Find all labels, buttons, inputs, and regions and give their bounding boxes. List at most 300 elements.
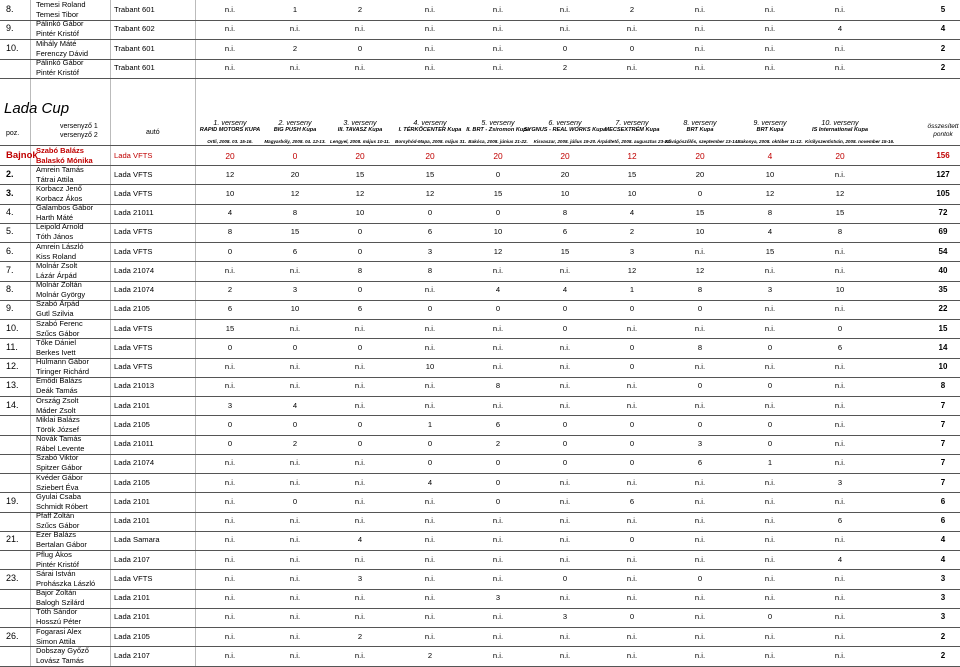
car-cell: Lada 2105	[114, 304, 150, 314]
race-points-cell: 2	[562, 63, 568, 73]
race-points-cell: 10	[835, 285, 845, 295]
race-points-cell: n.i.	[559, 554, 571, 564]
race-points-cell: 0	[629, 439, 635, 449]
race-points-cell: n.i.	[834, 573, 846, 583]
driver-1-name: Novák Tamás	[36, 434, 82, 444]
race-points-cell: 0	[562, 304, 568, 314]
race-points-cell: 12	[225, 169, 235, 179]
race-points-cell: 0	[357, 43, 363, 53]
table-row	[0, 608, 960, 627]
race-points-cell: 2	[629, 4, 635, 14]
total-points-cell: 127	[936, 169, 950, 179]
table-row	[0, 435, 960, 454]
race-points-cell: n.i.	[834, 63, 846, 73]
race-points-cell: n.i.	[834, 496, 846, 506]
position-cell: 9.	[6, 303, 14, 314]
driver-names	[36, 58, 84, 78]
race-points-cell: 1	[629, 285, 635, 295]
race-points-cell: n.i.	[289, 381, 301, 391]
race-points-cell: n.i.	[224, 265, 236, 275]
race-points-cell: n.i.	[354, 381, 366, 391]
race-points-cell: n.i.	[424, 4, 436, 14]
driver-1-name: Ezer Balázs	[36, 530, 77, 540]
race-points-cell: 1	[767, 458, 773, 468]
race-points-cell: 0	[357, 342, 363, 352]
race-points-cell: n.i.	[354, 612, 366, 622]
race-number: 6. verseny	[548, 118, 582, 127]
table-row	[0, 204, 960, 223]
race-name: BRT Kupa	[686, 127, 714, 133]
race-points-cell: n.i.	[834, 593, 846, 603]
driver-2-name: Tóth János	[36, 232, 74, 242]
driver-1-name: Tőke Dániel	[36, 337, 77, 347]
race-points-cell: n.i.	[834, 265, 846, 275]
race-points-cell: n.i.	[694, 516, 706, 526]
driver-names	[36, 19, 84, 39]
table-row	[0, 59, 960, 79]
race-points-cell: 15	[493, 188, 503, 198]
race-points-cell: 4	[227, 208, 233, 218]
position-cell: 8.	[6, 3, 14, 14]
race-venue: Bakonya, 2008. október 11-12.	[737, 139, 803, 144]
race-points-cell: 4	[837, 554, 843, 564]
race-points-cell: 20	[695, 150, 705, 161]
race-points-cell: n.i.	[289, 323, 301, 333]
race-points-cell: 8	[357, 265, 363, 275]
total-points-cell: 3	[940, 573, 946, 583]
race-points-cell: n.i.	[764, 323, 776, 333]
race-points-cell: 3	[837, 477, 843, 487]
driver-2-name: Kiss Roland	[36, 251, 77, 261]
race-points-cell: 2	[357, 4, 363, 14]
position-cell: 6.	[6, 245, 14, 256]
race-points-cell: 0	[427, 439, 433, 449]
position-cell: 3.	[6, 187, 14, 198]
race-points-cell: 10	[627, 188, 637, 198]
race-points-cell: n.i.	[424, 593, 436, 603]
race-points-cell: n.i.	[764, 63, 776, 73]
race-points-cell: 6	[837, 516, 843, 526]
race-points-cell: 10	[560, 188, 570, 198]
driver-1-name: Gyulai Csaba	[36, 491, 82, 501]
race-venue: Kővágószőlős, szeptember 13-14.	[665, 139, 739, 144]
race-points-cell: 0	[495, 208, 501, 218]
race-points-cell: n.i.	[694, 246, 706, 256]
driver-1-name: Dobszay Győző	[36, 645, 89, 655]
race-points-cell: n.i.	[224, 535, 236, 545]
race-points-cell: 0	[495, 304, 501, 314]
race-points-cell: 6	[562, 227, 568, 237]
race-points-cell: n.i.	[626, 381, 638, 391]
position-cell: 5.	[6, 226, 14, 237]
race-points-cell: 2	[292, 43, 298, 53]
race-points-cell: 8	[767, 208, 773, 218]
race-points-cell: n.i.	[289, 593, 301, 603]
race-number: 5. verseny	[481, 118, 515, 127]
driver-names	[36, 222, 84, 242]
race-points-cell: n.i.	[764, 535, 776, 545]
driver-names	[36, 569, 95, 589]
race-points-cell: n.i.	[764, 362, 776, 372]
total-points-cell: 6	[940, 496, 946, 506]
race-points-cell: n.i.	[694, 4, 706, 14]
race-points-cell: 0	[767, 612, 773, 622]
race-points-cell: 0	[292, 342, 298, 352]
race-points-cell: 0	[357, 227, 363, 237]
race-points-cell: 6	[227, 304, 233, 314]
driver-names	[36, 165, 84, 185]
race-points-cell: n.i.	[834, 169, 846, 179]
race-points-cell: n.i.	[354, 477, 366, 487]
driver-names	[36, 627, 81, 647]
table-row	[0, 396, 960, 415]
driver-1-name: Leipold Arnold	[36, 222, 84, 232]
car-cell: Lada 2101	[114, 593, 150, 603]
race-points-cell: n.i.	[492, 631, 504, 641]
total-points-cell: 7	[940, 419, 946, 429]
race-points-cell: n.i.	[694, 477, 706, 487]
race-points-cell: n.i.	[626, 400, 638, 410]
race-points-cell: n.i.	[424, 24, 436, 34]
table-row	[0, 20, 960, 40]
car-cell: Lada VFTS	[114, 573, 153, 583]
table-row	[0, 223, 960, 242]
total-points-cell: 3	[940, 612, 946, 622]
table-row	[0, 627, 960, 646]
total-points-cell: 2	[940, 650, 946, 660]
race-points-cell: 0	[427, 208, 433, 218]
race-points-cell: 4	[562, 285, 568, 295]
race-points-cell: n.i.	[224, 650, 236, 660]
race-points-cell: n.i.	[289, 650, 301, 660]
race-points-cell: n.i.	[694, 535, 706, 545]
driver-names	[36, 396, 79, 416]
table-row	[0, 550, 960, 569]
race-points-cell: 20	[225, 150, 235, 161]
table-row	[0, 492, 960, 511]
race-points-cell: n.i.	[424, 63, 436, 73]
position-cell: Bajnok	[6, 149, 38, 161]
race-points-cell: n.i.	[764, 4, 776, 14]
race-venue: Ortli, 2008. 03. 15-16.	[207, 139, 253, 144]
race-points-cell: 10	[695, 227, 705, 237]
race-points-cell: 6	[357, 304, 363, 314]
car-cell: Lada 2101	[114, 612, 150, 622]
race-points-cell: n.i.	[694, 554, 706, 564]
driver-1-name: Szabó Ferenc	[36, 318, 83, 328]
race-points-cell: 20	[355, 150, 365, 161]
driver-2-name: Schmidt Róbert	[36, 501, 88, 511]
driver-2-name: Rábel Levente	[36, 444, 85, 454]
race-points-cell: 4	[495, 285, 501, 295]
race-points-cell: n.i.	[354, 554, 366, 564]
car-cell: Trabant 601	[114, 43, 155, 53]
total-points-cell: 156	[936, 150, 950, 160]
total-points-cell: 22	[938, 304, 948, 314]
race-points-cell: n.i.	[289, 362, 301, 372]
table-row	[0, 473, 960, 492]
driver-2-name: Balaskó Mónika	[36, 155, 93, 165]
race-points-cell: n.i.	[626, 573, 638, 583]
race-venue: Borsyhód-Mapa, 2008. május 31.	[395, 139, 466, 144]
race-number: 1. verseny	[213, 118, 247, 127]
driver-1-name: Molnár Zoltán	[36, 280, 82, 290]
position-cell: 13.	[6, 380, 19, 391]
race-points-cell: n.i.	[289, 265, 301, 275]
race-number: 7. verseny	[615, 118, 649, 127]
driver-1-name: Pflug Ákos	[36, 549, 72, 559]
race-points-cell: 0	[697, 381, 703, 391]
race-points-cell: n.i.	[224, 631, 236, 641]
driver-names	[36, 646, 89, 666]
table-row	[0, 338, 960, 357]
race-points-cell: 0	[629, 43, 635, 53]
race-points-cell: 0	[427, 304, 433, 314]
race-points-cell: 0	[629, 304, 635, 314]
race-points-cell: n.i.	[224, 362, 236, 372]
race-points-cell: 12	[493, 246, 503, 256]
race-points-cell: n.i.	[424, 612, 436, 622]
race-points-cell: n.i.	[694, 323, 706, 333]
race-points-cell: n.i.	[354, 362, 366, 372]
race-points-cell: n.i.	[224, 573, 236, 583]
total-points-cell: 4	[940, 24, 946, 34]
car-cell: Lada Samara	[114, 535, 160, 545]
race-points-cell: 10	[493, 227, 503, 237]
race-points-cell: 3	[227, 400, 233, 410]
driver-2-name: Szűcs Gábor	[36, 328, 80, 338]
driver-2-name: Ferenczy Dávid	[36, 48, 89, 58]
race-points-cell: 3	[697, 439, 703, 449]
race-points-cell: n.i.	[626, 554, 638, 564]
driver-2-name: Török József	[36, 424, 79, 434]
race-points-cell: 0	[227, 342, 233, 352]
race-points-cell: 4	[629, 208, 635, 218]
race-points-cell: n.i.	[289, 63, 301, 73]
race-points-cell: 0	[357, 439, 363, 449]
race-points-cell: 10	[355, 208, 365, 218]
race-points-cell: n.i.	[764, 265, 776, 275]
race-points-cell: 12	[765, 188, 775, 198]
car-cell: Lada 2105	[114, 419, 150, 429]
race-venue: Lengyel, 2008. május 10-11.	[330, 139, 390, 144]
total-points-cell: 105	[936, 188, 950, 198]
driver-1-name: Fogarasi Alex	[36, 626, 82, 636]
driver-names	[36, 280, 85, 300]
race-points-cell: n.i.	[289, 573, 301, 583]
race-points-cell: 0	[357, 285, 363, 295]
race-points-cell: 0	[767, 439, 773, 449]
race-points-cell: 0	[697, 188, 703, 198]
table-row	[0, 242, 960, 261]
race-points-cell: n.i.	[626, 323, 638, 333]
driver-1-name: Amrein Tamás	[36, 164, 84, 174]
race-points-cell: n.i.	[559, 516, 571, 526]
driver-2-name: Pintér Kristóf	[36, 559, 79, 569]
driver-names	[36, 453, 82, 473]
race-points-cell: n.i.	[224, 516, 236, 526]
race-name: SYGNUS - REAL WORKS Kupa	[523, 127, 607, 133]
race-points-cell: 3	[767, 285, 773, 295]
driver-names	[36, 39, 88, 59]
race-points-cell: 12	[695, 265, 705, 275]
table-row	[0, 261, 960, 280]
race-points-cell: n.i.	[492, 265, 504, 275]
race-points-cell: n.i.	[492, 516, 504, 526]
total-points-cell: 4	[940, 535, 946, 545]
car-cell: Trabant 601	[114, 63, 155, 73]
driver-1-name: Tóth Sándor	[36, 607, 78, 617]
race-points-cell: 20	[493, 150, 503, 161]
race-points-cell: 0	[562, 573, 568, 583]
driver-2-name: Tiringer Richárd	[36, 367, 90, 377]
race-points-cell: n.i.	[289, 612, 301, 622]
position-cell: 10.	[6, 322, 19, 333]
race-points-cell: n.i.	[289, 535, 301, 545]
race-points-cell: n.i.	[764, 477, 776, 487]
car-cell: Lada 2107	[114, 554, 150, 564]
car-cell: Lada VFTS	[114, 227, 153, 237]
race-points-cell: 8	[562, 208, 568, 218]
race-points-cell: 0	[837, 323, 843, 333]
race-name: RAPID MOTORS KUPA	[199, 127, 261, 133]
race-points-cell: 15	[425, 169, 435, 179]
race-points-cell: n.i.	[424, 381, 436, 391]
driver-names	[36, 492, 88, 512]
race-points-cell: n.i.	[626, 593, 638, 603]
race-points-cell: 4	[767, 150, 773, 161]
total-points-cell: 35	[938, 285, 948, 295]
driver-1-name: Szabó Viktor	[36, 453, 79, 463]
total-points-cell: 10	[938, 362, 948, 372]
driver-2-name: Harth Máté	[36, 213, 74, 223]
race-points-cell: n.i.	[559, 477, 571, 487]
race-points-cell: 2	[427, 650, 433, 660]
race-points-cell: n.i.	[764, 593, 776, 603]
race-points-cell: n.i.	[694, 650, 706, 660]
race-points-cell: 0	[697, 573, 703, 583]
race-points-cell: 0	[562, 419, 568, 429]
driver-names	[36, 146, 93, 166]
race-points-cell: n.i.	[492, 43, 504, 53]
position-cell: 8.	[6, 284, 14, 295]
total-points-cell: 3	[940, 593, 946, 603]
race-points-cell: 10	[290, 304, 300, 314]
driver-2-name: Lovász Tamás	[36, 655, 84, 665]
row-divider	[0, 666, 960, 667]
race-points-cell: n.i.	[424, 631, 436, 641]
driver-1-name: Bajor Zoltán	[36, 588, 77, 598]
race-points-cell: n.i.	[289, 477, 301, 487]
table-row	[0, 146, 960, 165]
driver-2-name: Hosszú Péter	[36, 617, 82, 627]
race-points-cell: n.i.	[224, 458, 236, 468]
column-header-total-sub: pontok	[933, 131, 953, 138]
position-cell: 21.	[6, 534, 19, 545]
race-points-cell: 2	[629, 227, 635, 237]
driver-2-name: Korbacz Ákos	[36, 193, 83, 203]
race-points-cell: 3	[357, 573, 363, 583]
race-points-cell: n.i.	[424, 285, 436, 295]
race-points-cell: 15	[835, 208, 845, 218]
car-cell: Lada 2105	[114, 631, 150, 641]
car-cell: Lada 21074	[114, 285, 155, 295]
race-number: 9. verseny	[753, 118, 787, 127]
race-points-cell: n.i.	[289, 24, 301, 34]
race-points-cell: n.i.	[834, 650, 846, 660]
total-points-cell: 2	[940, 63, 946, 73]
position-cell: 7.	[6, 264, 14, 275]
race-name: IS International Kupa	[812, 127, 868, 133]
race-points-cell: 8	[227, 227, 233, 237]
total-points-cell: 2	[940, 43, 946, 53]
car-cell: Lada VFTS	[114, 362, 153, 372]
race-points-cell: 12	[627, 150, 637, 161]
position-cell: 14.	[6, 399, 19, 410]
race-points-cell: n.i.	[694, 43, 706, 53]
car-cell: Lada VFTS	[114, 150, 153, 160]
race-number: 2. verseny	[278, 118, 312, 127]
race-points-cell: n.i.	[492, 573, 504, 583]
driver-2-name: Gutl Szilvia	[36, 309, 74, 319]
table-row	[0, 358, 960, 377]
driver-1-name: Pálinkó Gábor	[36, 19, 84, 29]
race-points-cell: n.i.	[764, 516, 776, 526]
total-points-cell: 40	[938, 265, 948, 275]
driver-names	[36, 203, 93, 223]
race-points-cell: 15	[560, 246, 570, 256]
race-points-cell: 3	[629, 246, 635, 256]
race-points-cell: n.i.	[834, 304, 846, 314]
driver-names	[36, 0, 86, 20]
race-points-cell: n.i.	[424, 554, 436, 564]
driver-1-name: Szabó Árpád	[36, 299, 80, 309]
race-points-cell: n.i.	[492, 342, 504, 352]
race-points-cell: 8	[292, 208, 298, 218]
race-points-cell: 0	[227, 246, 233, 256]
race-points-cell: n.i.	[559, 631, 571, 641]
race-points-cell: n.i.	[354, 24, 366, 34]
table-row	[0, 589, 960, 608]
race-points-cell: 0	[495, 477, 501, 487]
car-cell: Lada VFTS	[114, 342, 153, 352]
race-points-cell: n.i.	[289, 631, 301, 641]
driver-1-name: Temesi Roland	[36, 0, 86, 9]
race-points-cell: 0	[292, 496, 298, 506]
race-points-cell: n.i.	[354, 496, 366, 506]
race-venue: Árpádtető, 2008. augusztus 23-24.	[597, 139, 672, 144]
race-points-cell: n.i.	[694, 362, 706, 372]
race-points-cell: 8	[697, 342, 703, 352]
table-row	[0, 0, 960, 20]
driver-names	[36, 376, 82, 396]
race-points-cell: n.i.	[492, 4, 504, 14]
race-points-cell: n.i.	[559, 650, 571, 660]
race-points-cell: n.i.	[694, 593, 706, 603]
table-row	[0, 569, 960, 588]
race-points-cell: n.i.	[424, 535, 436, 545]
race-points-cell: 15	[290, 227, 300, 237]
race-points-cell: n.i.	[492, 24, 504, 34]
race-points-cell: n.i.	[424, 43, 436, 53]
driver-2-name: Sziebert Éva	[36, 482, 79, 492]
race-points-cell: n.i.	[834, 381, 846, 391]
race-points-cell: n.i.	[354, 400, 366, 410]
race-points-cell: 2	[495, 439, 501, 449]
race-points-cell: 0	[767, 419, 773, 429]
race-points-cell: 6	[495, 419, 501, 429]
total-points-cell: 8	[940, 381, 946, 391]
